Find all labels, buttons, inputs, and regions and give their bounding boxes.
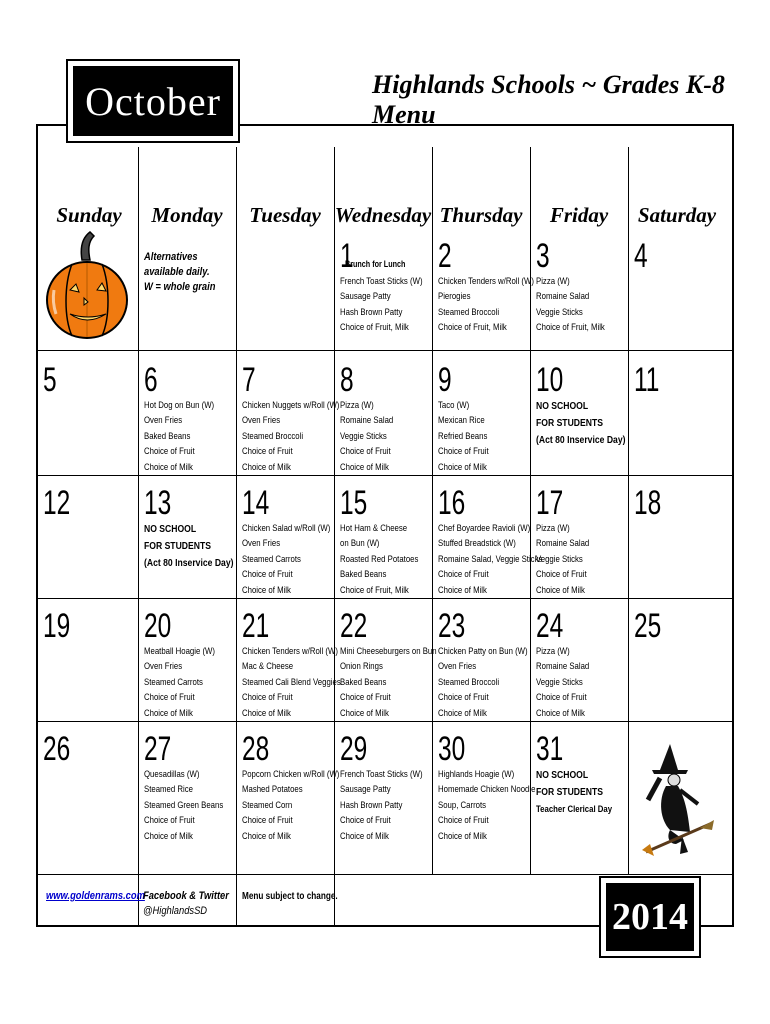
day-number: 11 [634, 361, 660, 399]
day-number: 4 [634, 237, 648, 275]
menu-item: Choice of Fruit [438, 815, 489, 827]
notice-line: FOR STUDENTS [536, 786, 603, 798]
menu-item: Choice of Fruit [144, 692, 195, 704]
menu-item: Pierogies [438, 291, 471, 303]
day-cell-oct-8 [335, 360, 433, 477]
day-number: 13 [144, 484, 172, 522]
year-label: 2014 [606, 883, 694, 951]
day-cell-oct-10 [531, 360, 629, 451]
menu-item: Roasted Red Potatoes [340, 553, 419, 565]
day-cell-oct-29 [335, 729, 433, 846]
menu-item: Refried Beans [438, 430, 488, 442]
menu-list [438, 521, 543, 598]
menu-item: Veggie Sticks [536, 676, 583, 688]
menu-item: Romaine Salad, Veggie Sticks [438, 553, 543, 565]
menu-item: Choice of Fruit [438, 692, 489, 704]
menu-item: Romaine Salad [340, 415, 394, 427]
menu-item: Veggie Sticks [340, 430, 387, 442]
day-cell-oct-24 [531, 606, 629, 723]
menu-item: Steamed Carrots [144, 676, 203, 688]
menu-item: Steamed Corn [242, 799, 293, 811]
day-cell-oct-27 [139, 729, 237, 846]
month-label: October [73, 66, 233, 136]
menu-item: Mac & Cheese [242, 661, 294, 673]
day-cell-oct-26 [38, 729, 136, 769]
day-cell-oct-1 [335, 236, 433, 338]
menu-item: Oven Fries [144, 415, 183, 427]
menu-item: Choice of Fruit [242, 815, 293, 827]
day-number: 1 [340, 237, 354, 275]
day-number: 8 [340, 361, 354, 399]
menu-list [536, 274, 623, 336]
menu-item: Choice of Fruit [536, 569, 587, 581]
menu-item: Homemade Chicken Noodle [438, 784, 536, 796]
menu-item: Choice of Fruit [438, 569, 489, 581]
day-number: 27 [144, 730, 172, 768]
menu-item: Choice of Milk [340, 707, 389, 719]
menu-item: Baked Beans [144, 430, 191, 442]
day-cell-oct-9 [433, 360, 531, 477]
day-cell-oct-22 [335, 606, 437, 723]
menu-item: Steamed Broccoli [242, 430, 304, 442]
menu-item: Pizza (W) [536, 523, 570, 534]
menu-item: Choice of Fruit [242, 569, 293, 581]
menu-item: Soup, Carrots [438, 799, 487, 811]
no-school-notice [536, 767, 623, 818]
social-handle: @HighlandsSD [143, 905, 208, 917]
day-name-tuesday: Tuesday [249, 203, 321, 227]
menu-item: Steamed Green Beans [144, 799, 224, 811]
day-number: 2 [438, 237, 452, 275]
day-note: Brunch for Lunch [344, 259, 406, 269]
day-number: 16 [438, 484, 466, 522]
menu-item: Hot Ham & Cheese [340, 523, 408, 534]
day-name-sunday: Sunday [56, 203, 122, 227]
menu-list [438, 644, 528, 721]
menu-item: Choice of Milk [340, 830, 389, 842]
day-number: 21 [242, 607, 270, 645]
menu-item: on Bun (W) [340, 538, 380, 550]
day-number: 29 [340, 730, 368, 768]
menu-item: Choice of Fruit [340, 446, 391, 458]
day-number: 18 [634, 484, 662, 522]
menu-list [242, 644, 341, 721]
menu-list [438, 398, 525, 475]
menu-item: Hash Brown Patty [340, 799, 403, 811]
disclaimer: Menu subject to change. [242, 891, 338, 902]
day-number: 23 [438, 607, 466, 645]
day-cell-oct-12 [38, 483, 136, 523]
day-number: 22 [340, 607, 368, 645]
page-title: Highlands Schools ~ Grades K-8 Menu [372, 70, 725, 129]
menu-list [242, 398, 340, 475]
menu-item: Steamed Rice [144, 784, 193, 796]
menu-item: Choice of Milk [340, 461, 389, 473]
day-number: 15 [340, 484, 368, 522]
menu-item: Steamed Carrots [242, 553, 301, 565]
menu-item: Choice of Milk [144, 461, 193, 473]
website-link[interactable]: www.goldenrams.com [46, 890, 145, 902]
note-line: available daily. [144, 266, 210, 278]
menu-list [340, 521, 427, 598]
menu-list [242, 767, 340, 844]
menu-item: Chicken Tenders w/Roll (W) [438, 276, 534, 287]
day-cell-oct-19 [38, 606, 136, 646]
note-line: Alternatives [144, 251, 198, 263]
week-divider [37, 350, 734, 351]
menu-item: Quesadillas (W) [144, 769, 200, 780]
day-number: 17 [536, 484, 564, 522]
day-cell-oct-3 [531, 236, 629, 338]
day-name-friday: Friday [549, 203, 609, 227]
menu-item: Choice of Milk [242, 584, 291, 596]
menu-item: Choice of Fruit, Milk [438, 322, 507, 334]
menu-item: French Toast Sticks (W) [340, 276, 423, 287]
menu-item: Chicken Salad w/Roll (W) [242, 523, 331, 534]
menu-item: Taco (W) [438, 400, 470, 411]
day-number: 6 [144, 361, 158, 399]
day-cell-oct-23 [433, 606, 531, 723]
menu-item: Choice of Fruit [242, 692, 293, 704]
notice-line: NO SCHOOL [536, 769, 589, 781]
day-cell-oct-30 [433, 729, 536, 846]
week-divider [37, 874, 734, 875]
menu-item: Romaine Salad [536, 538, 590, 550]
menu-item: Choice of Fruit [144, 815, 195, 827]
day-cell-oct-2 [433, 236, 534, 338]
menu-item: Pizza (W) [536, 276, 570, 287]
menu-item: Romaine Salad [536, 661, 590, 673]
menu-item: Highlands Hoagie (W) [438, 769, 515, 780]
menu-item: Veggie Sticks [536, 553, 583, 565]
menu-list [340, 274, 427, 336]
day-number: 20 [144, 607, 172, 645]
day-number: 5 [43, 361, 57, 399]
month-box [66, 59, 240, 143]
menu-list [438, 767, 536, 844]
no-school-notice [144, 521, 234, 572]
social-cell [143, 889, 244, 919]
year-box [599, 876, 701, 958]
menu-item: Choice of Fruit [536, 692, 587, 704]
menu-item: Choice of Fruit, Milk [536, 322, 605, 334]
menu-item: Mini Cheeseburgers on Bun [340, 646, 437, 657]
day-name-wednesday: Wednesday [334, 203, 432, 227]
menu-item: Sausage Patty [340, 291, 391, 303]
day-number: 30 [438, 730, 466, 768]
menu-item: Pizza (W) [536, 646, 570, 657]
no-school-notice [536, 398, 626, 449]
menu-item: Choice of Fruit [340, 692, 391, 704]
menu-item: Chicken Patty on Bun (W) [438, 646, 528, 657]
menu-item: Baked Beans [340, 569, 387, 581]
day-cell-oct-20 [139, 606, 237, 723]
menu-item: Onion Rings [340, 661, 383, 673]
social-title: Facebook & Twitter [143, 890, 229, 902]
day-number: 3 [536, 237, 550, 275]
witch-icon [640, 740, 715, 860]
menu-item: Choice of Milk [438, 584, 487, 596]
menu-list [536, 644, 623, 721]
day-number: 14 [242, 484, 270, 522]
menu-item: Choice of Fruit [340, 815, 391, 827]
menu-item: Baked Beans [340, 676, 387, 688]
day-name-thursday: Thursday [439, 203, 523, 227]
menu-item: Oven Fries [438, 661, 477, 673]
menu-list [144, 767, 231, 844]
day-number: 31 [536, 730, 564, 768]
menu-item: Popcorn Chicken w/Roll (W) [242, 769, 340, 780]
day-name-saturday: Saturday [637, 203, 717, 227]
notice-line: (Act 80 Inservice Day) [536, 434, 626, 446]
menu-list [340, 398, 427, 475]
day-cell-oct-5 [38, 360, 136, 400]
day-cell-oct-21 [237, 606, 341, 723]
day-cell-oct-31 [531, 729, 629, 820]
day-number: 10 [536, 361, 564, 399]
day-cell-oct-7 [237, 360, 340, 477]
day-name-monday: Monday [151, 203, 223, 227]
menu-list [340, 767, 427, 844]
day-number: 28 [242, 730, 270, 768]
menu-item: Choice of Milk [438, 461, 487, 473]
menu-item: Steamed Cali Blend Veggies [242, 676, 341, 688]
day-number: 7 [242, 361, 256, 399]
menu-item: Veggie Sticks [536, 306, 583, 318]
menu-item: Choice of Fruit, Milk [340, 322, 409, 334]
menu-list [144, 644, 231, 721]
menu-item: French Toast Sticks (W) [340, 769, 423, 780]
menu-item: Choice of Fruit [438, 446, 489, 458]
notice-line: NO SCHOOL [144, 523, 197, 535]
menu-item: Steamed Broccoli [438, 306, 500, 318]
menu-item: Choice of Milk [242, 461, 291, 473]
day-cell-oct-28 [237, 729, 340, 846]
menu-list [438, 274, 534, 336]
menu-list [340, 644, 437, 721]
day-number: 24 [536, 607, 564, 645]
day-cell-oct-18 [629, 483, 727, 523]
menu-item: Hash Brown Patty [340, 306, 403, 318]
menu-item: Choice of Milk [438, 707, 487, 719]
menu-item: Hot Dog on Bun (W) [144, 400, 215, 411]
day-cell-oct-16 [433, 483, 543, 600]
menu-item: Choice of Milk [438, 830, 487, 842]
menu-list [242, 521, 329, 598]
alternatives-note [139, 248, 237, 297]
menu-item: Sausage Patty [340, 784, 391, 796]
day-cell-oct-25 [629, 606, 727, 646]
menu-item: Stuffed Breadstick (W) [438, 538, 516, 550]
menu-item: Choice of Milk [242, 830, 291, 842]
day-cell-oct-6 [139, 360, 237, 477]
day-cell-oct-15 [335, 483, 433, 600]
menu-item: Chicken Nuggets w/Roll (W) [242, 400, 340, 411]
menu-item: Oven Fries [242, 415, 281, 427]
menu-item: Choice of Milk [536, 584, 585, 596]
menu-item: Choice of Fruit, Milk [340, 584, 409, 596]
menu-item: Choice of Fruit [144, 446, 195, 458]
notice-line: FOR STUDENTS [144, 540, 211, 552]
menu-item: Choice of Milk [144, 830, 193, 842]
day-number: 12 [43, 484, 71, 522]
menu-item: Chicken Tenders w/Roll (W) [242, 646, 338, 657]
menu-item: Chef Boyardee Ravioli (W) [438, 523, 531, 534]
day-cell-oct-14 [237, 483, 335, 600]
menu-item: Mashed Potatoes [242, 784, 303, 796]
menu-item: Mexican Rice [438, 415, 485, 427]
menu-list [144, 398, 231, 475]
menu-item: Steamed Broccoli [438, 676, 500, 688]
menu-item: Oven Fries [144, 661, 183, 673]
disclaimer-cell [242, 889, 359, 904]
pumpkin-icon [42, 230, 132, 342]
notice-line: FOR STUDENTS [536, 417, 603, 429]
menu-item: Choice of Fruit [242, 446, 293, 458]
menu-item: Pizza (W) [340, 400, 374, 411]
notice-line: (Act 80 Inservice Day) [144, 557, 234, 569]
day-number: 9 [438, 361, 452, 399]
day-number: 26 [43, 730, 71, 768]
day-number: 19 [43, 607, 71, 645]
day-cell-oct-13 [139, 483, 237, 574]
menu-list [536, 521, 623, 598]
day-cell-oct-17 [531, 483, 629, 600]
day-cell-oct-4 [629, 236, 727, 276]
menu-item: Choice of Milk [242, 707, 291, 719]
menu-item: Romaine Salad [536, 291, 590, 303]
notice-line: NO SCHOOL [536, 400, 589, 412]
note-line: W = whole grain [144, 281, 216, 293]
day-cell-oct-11 [629, 360, 727, 400]
menu-item: Oven Fries [242, 538, 281, 550]
menu-item: Choice of Milk [144, 707, 193, 719]
menu-item: Choice of Milk [536, 707, 585, 719]
day-number: 25 [634, 607, 662, 645]
menu-item: Meatball Hoagie (W) [144, 646, 216, 657]
notice-line: Teacher Clerical Day [536, 804, 613, 815]
